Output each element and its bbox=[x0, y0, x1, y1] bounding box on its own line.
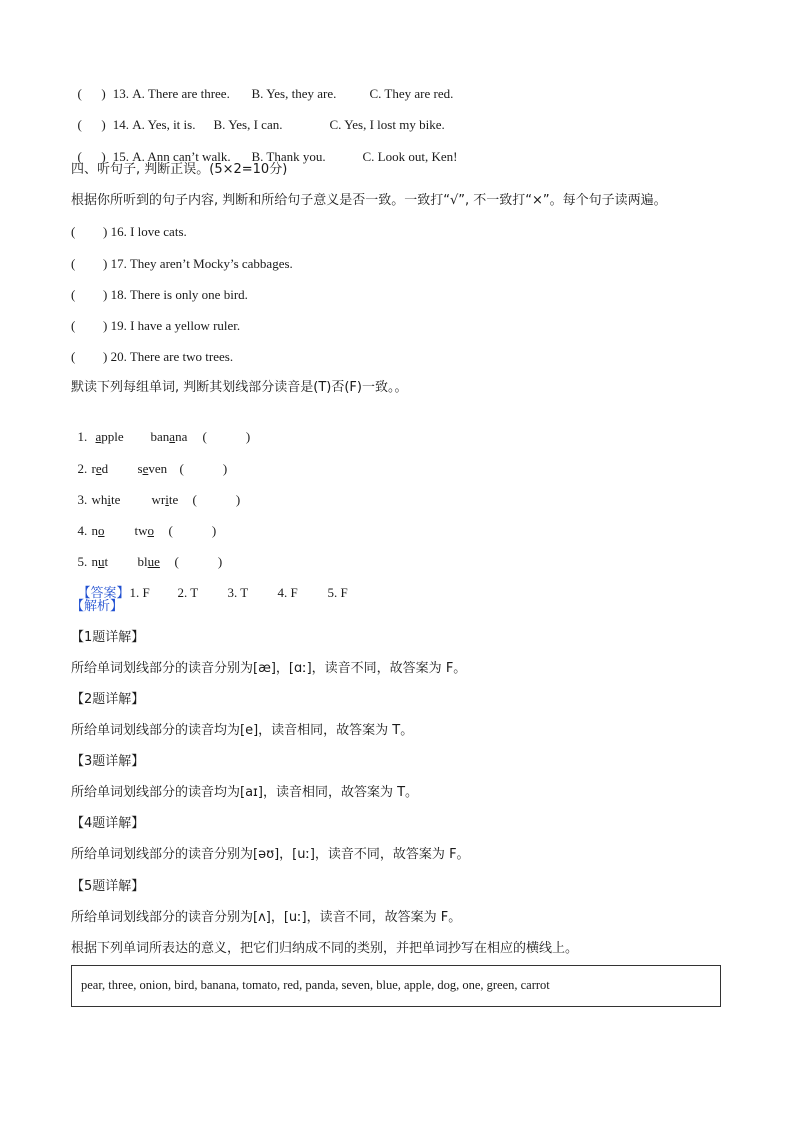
detail-title-1: 【1题详解】 bbox=[71, 630, 145, 645]
answer-paren: ( bbox=[71, 318, 76, 333]
answer-bracket: ( ) bbox=[202, 429, 251, 444]
answer-bracket: ( ) bbox=[192, 492, 241, 507]
detail-title-3: 【3题详解】 bbox=[71, 754, 145, 769]
option-a: A. Yes, it is. bbox=[132, 117, 196, 132]
word-2: banana bbox=[150, 429, 188, 444]
judge-item-16 bbox=[71, 223, 187, 241]
answer-label: 【答案】 bbox=[77, 586, 130, 601]
answer-value: 4. F bbox=[277, 585, 298, 600]
judge-text: ) 17. They aren’t Mocky’s cabbages. bbox=[103, 256, 293, 271]
analysis-label: 【解析】 bbox=[71, 599, 124, 614]
option-b: B. Yes, they are. bbox=[251, 86, 337, 101]
detail-text-4: 所给单词划线部分的读音分别为[əʊ]，[uː]，读音不同，故答案为 F。 bbox=[71, 847, 470, 862]
answer-bracket: ( ) bbox=[174, 554, 223, 569]
detail-text-2: 所给单词划线部分的读音均为[e]，读音相同，故答案为 T。 bbox=[71, 723, 414, 738]
phonics-instruction: 默读下列每组单词, 判断其划线部分读音是(T)否(F)一致。。 bbox=[71, 380, 408, 395]
answer-value: 2. T bbox=[177, 585, 199, 600]
judge-text: ) 18. There is only one bird. bbox=[103, 287, 248, 302]
option-c: C. They are red. bbox=[369, 86, 454, 101]
phonics-item-4: 4. no two ( ) bbox=[77, 523, 217, 538]
detail-title-5: 【5题详解】 bbox=[71, 879, 145, 894]
detail-text-3: 所给单词划线部分的读音均为[aɪ]，读音相同，故答案为 T。 bbox=[71, 785, 419, 800]
judge-item-18 bbox=[71, 286, 248, 304]
option-a: A. There are three. bbox=[132, 86, 230, 101]
phonics-item-3: 3. white write ( ) bbox=[77, 492, 241, 507]
question-number: 15. bbox=[112, 149, 129, 164]
section-4-title: 四、听句子, 判断正误。(5×2=10分) bbox=[71, 162, 288, 177]
word-1: no bbox=[91, 523, 105, 538]
word-2: blue bbox=[137, 554, 160, 569]
phonics-item-1: 1. apple banana ( ) bbox=[77, 429, 251, 444]
word-1: red bbox=[91, 461, 109, 476]
word-1: apple bbox=[95, 429, 124, 444]
answer-paren: ( ) bbox=[77, 86, 106, 101]
detail-text-1: 所给单词划线部分的读音分别为[æ]，[ɑː]，读音不同，故答案为 F。 bbox=[71, 661, 467, 676]
question-14 bbox=[71, 98, 445, 134]
answer-paren: ( bbox=[71, 224, 76, 239]
answer-paren: ( bbox=[71, 287, 76, 302]
detail-text-5: 所给单词划线部分的读音分别为[ʌ]，[uː]，读音不同，故答案为 F。 bbox=[71, 910, 462, 925]
detail-title-4: 【4题详解】 bbox=[71, 816, 145, 831]
word-2: two bbox=[134, 523, 154, 538]
option-b: B. Yes, I can. bbox=[213, 117, 283, 132]
judge-item-20 bbox=[71, 348, 233, 366]
word-bank-box bbox=[71, 965, 721, 1007]
answer-bracket: ( ) bbox=[168, 523, 217, 538]
detail-title-2: 【2题详解】 bbox=[71, 692, 145, 707]
option-c: C. Yes, I lost my bike. bbox=[329, 117, 445, 132]
word-bank-text: pear, three, onion, bird, banana, tomato, red, panda, seven, blue, apple, dog, one, green, carrot bbox=[81, 978, 550, 992]
answer-value: 5. F bbox=[327, 585, 348, 600]
judge-text: ) 16. I love cats. bbox=[103, 224, 187, 239]
word-2: write bbox=[151, 492, 179, 507]
answer-value: 1. F bbox=[129, 585, 150, 600]
answer-paren: ( ) bbox=[77, 149, 106, 164]
classify-instruction: 根据下列单词所表达的意义，把它们归纳成不同的类别，并把单词抄写在相应的横线上。 bbox=[71, 941, 579, 956]
phonics-item-5: 5. nut blue ( ) bbox=[77, 554, 223, 569]
judge-text: ) 19. I have a yellow ruler. bbox=[103, 318, 241, 333]
word-1: nut bbox=[91, 554, 109, 569]
option-b: B. Thank you. bbox=[251, 149, 326, 164]
question-number: 14. bbox=[112, 117, 129, 132]
option-a: A. Ann can’t walk. bbox=[132, 149, 231, 164]
section-4-instruction: 根据你所听到的句子内容, 判断和所给句子意义是否一致。一致打“√”, 不一致打“×”。每个句子读两遍。 bbox=[71, 193, 667, 208]
answer-paren: ( ) bbox=[77, 117, 106, 132]
word-2: seven bbox=[137, 461, 168, 476]
word-1: white bbox=[91, 492, 121, 507]
judge-item-19 bbox=[71, 317, 240, 335]
option-c: C. Look out, Ken! bbox=[362, 149, 458, 164]
judge-item-17 bbox=[71, 255, 293, 273]
phonics-item-2: 2. red seven ( ) bbox=[77, 461, 228, 476]
question-number: 13. bbox=[112, 86, 129, 101]
answer-value: 3. T bbox=[227, 585, 249, 600]
judge-text: ) 20. There are two trees. bbox=[103, 349, 234, 364]
answer-paren: ( bbox=[71, 349, 76, 364]
answer-bracket: ( ) bbox=[179, 461, 228, 476]
answer-paren: ( bbox=[71, 256, 76, 271]
